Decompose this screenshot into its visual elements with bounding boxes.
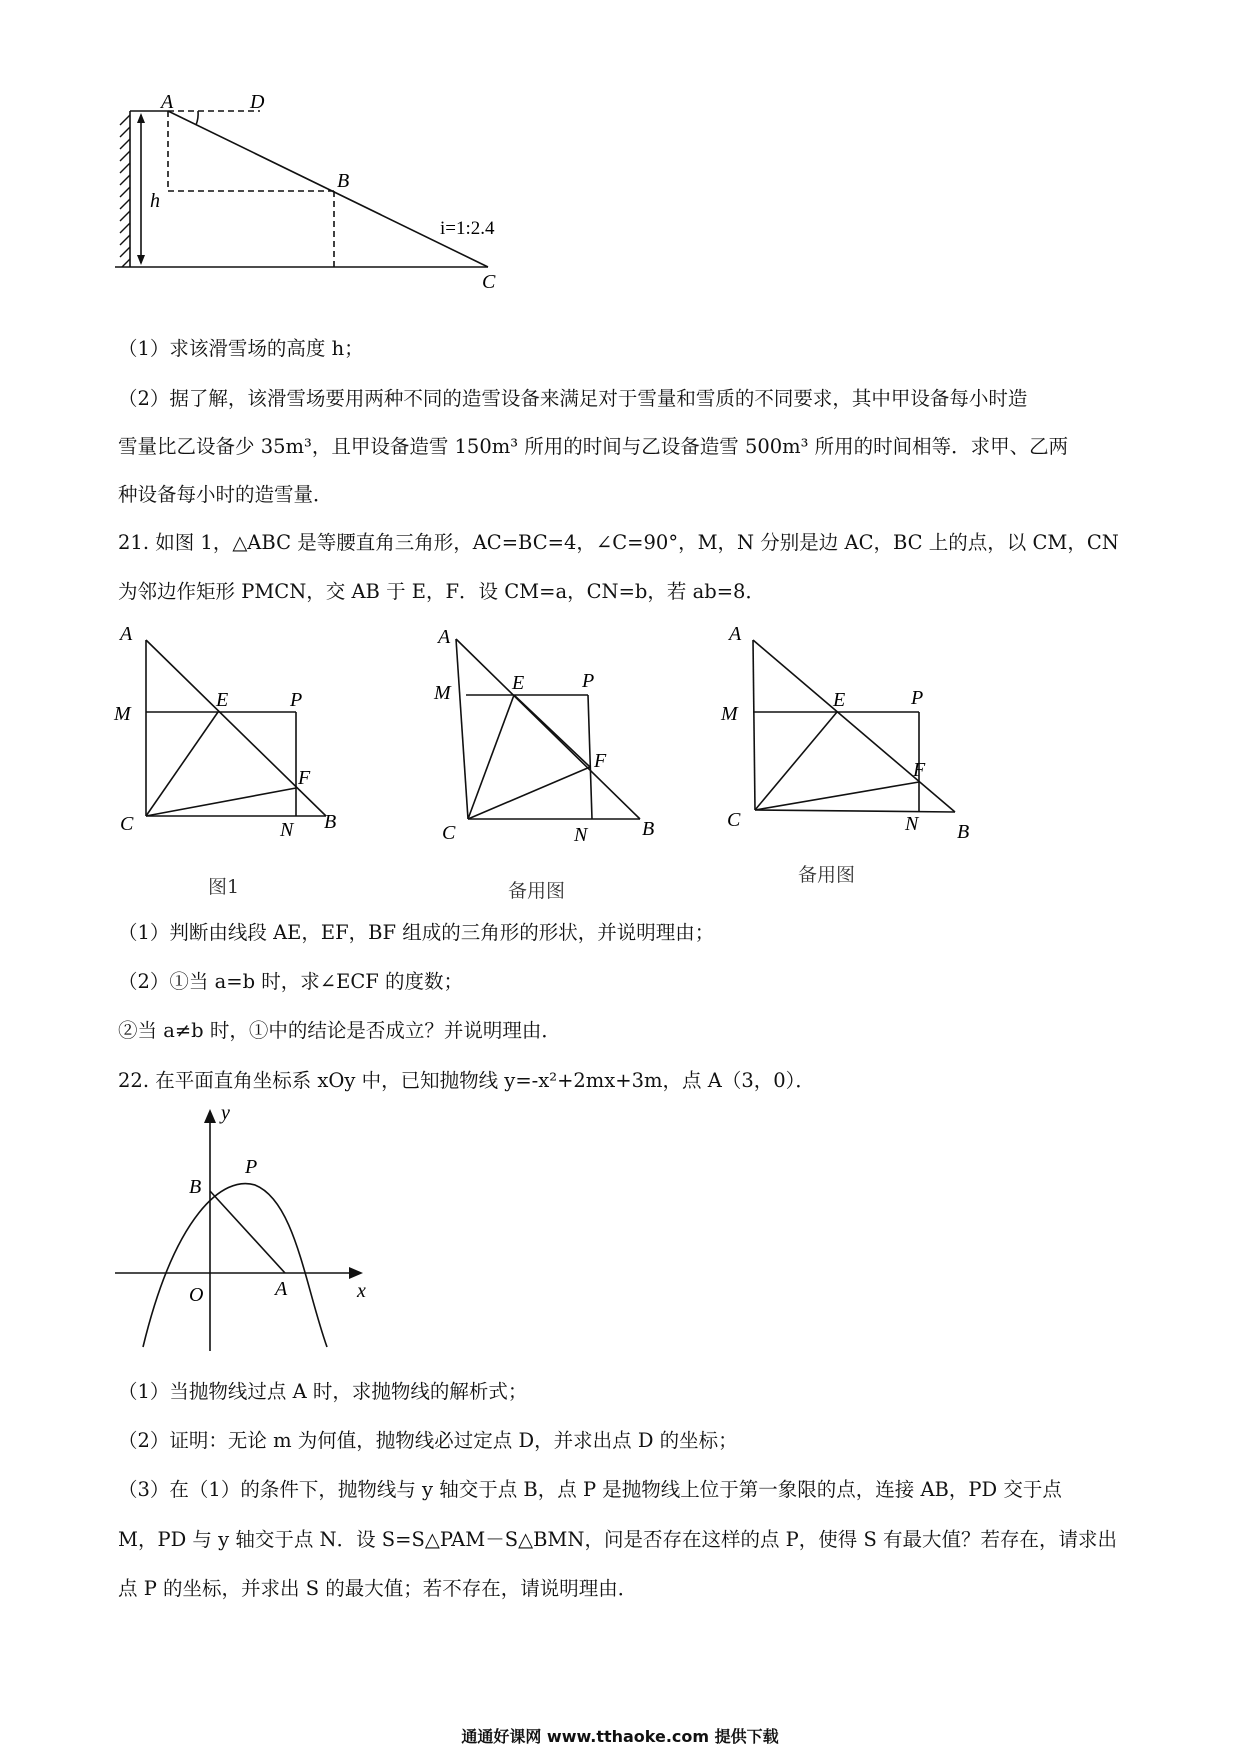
label-C: C <box>120 813 134 835</box>
q22-part3-line2: M，PD 与 y 轴交于点 N．设 S=S△PAM－S△BMN，问是否存在这样的点 P，使得 S 有最大值？若存在，请求出 <box>118 1528 1118 1551</box>
q21-figure-1 <box>110 620 370 860</box>
label-C: C <box>482 271 496 293</box>
label-F: F <box>298 767 311 789</box>
label-P: P <box>290 689 303 711</box>
label-E: E <box>512 672 525 694</box>
label-B: B <box>189 1176 202 1198</box>
q21-part1: （1）判断由线段 AE，EF，BF 组成的三角形的形状，并说明理由； <box>118 921 715 944</box>
q22-part3-line1: （3）在（1）的条件下，抛物线与 y 轴交于点 B，点 P 是抛物线上位于第一象限的点，连接 AB，PD 交于点 <box>118 1478 1062 1501</box>
q22-part2: （2）证明：无论 m 为何值，抛物线必过定点 D，并求出点 D 的坐标； <box>118 1429 738 1452</box>
q20-part2-line3: 种设备每小时的造雪量． <box>118 483 333 506</box>
label-x: x <box>357 1280 366 1302</box>
label-A: A <box>729 623 742 645</box>
q21-figure-3 <box>715 620 985 850</box>
label-F: F <box>913 759 926 781</box>
label-A: A <box>275 1278 288 1300</box>
label-F: F <box>594 750 607 772</box>
q22-parabola-figure <box>105 1105 385 1365</box>
label-N: N <box>574 824 588 846</box>
label-O: O <box>189 1284 204 1306</box>
label-D: D <box>250 95 265 113</box>
label-B: B <box>324 811 337 833</box>
label-E: E <box>216 689 229 711</box>
label-N: N <box>905 813 919 835</box>
label-A: A <box>120 623 133 645</box>
label-E: E <box>833 689 846 711</box>
label-C: C <box>727 809 741 831</box>
label-y: y <box>221 1105 230 1124</box>
slope-line <box>168 111 488 267</box>
label-M: M <box>434 682 451 704</box>
q22-part3-line3: 点 P 的坐标，并求出 S 的最大值；若不存在，请说明理由． <box>118 1577 638 1600</box>
caption-figure-1: 图1 <box>208 876 240 898</box>
q21-part2-1: （2）①当 a=b 时，求∠ECF 的度数； <box>118 970 463 993</box>
q20-part1: （1）求该滑雪场的高度 h； <box>118 337 364 360</box>
q22-part1: （1）当抛物线过点 A 时，求抛物线的解析式； <box>118 1380 528 1403</box>
label-M: M <box>721 703 738 725</box>
label-B: B <box>642 818 655 840</box>
label-A: A <box>438 626 451 648</box>
footer-source: 通通好课网 www.tthaoke.com 提供下载 <box>461 1727 779 1746</box>
caption-backup-figure-2: 备用图 <box>798 864 856 886</box>
label-N: N <box>280 819 294 841</box>
q21-stem-line1: 21. 如图 1，△ABC 是等腰直角三角形，AC=BC=4，∠C=90°，M，N 分别是边 AC，BC 上的点，以 CM，CN <box>118 531 1119 554</box>
parabola-curve <box>143 1184 327 1347</box>
segment-BA <box>210 1191 285 1273</box>
label-B: B <box>337 170 350 192</box>
label-h: h <box>150 190 160 212</box>
q21-part2-2: ②当 a≠b 时，①中的结论是否成立？并说明理由． <box>118 1019 561 1042</box>
label-P: P <box>245 1156 258 1178</box>
q20-part2-line2: 雪量比乙设备少 35m³，且甲设备造雪 150m³ 所用的时间与乙设备造雪 500m³ 所用的时间相等．求甲、乙两 <box>118 435 1069 458</box>
label-P: P <box>911 687 924 709</box>
label-C: C <box>442 822 456 844</box>
q20-part2-line1: （2）据了解，该滑雪场要用两种不同的造雪设备来满足对于雪量和雪质的不同要求，其中甲设备每小时造 <box>118 387 1028 410</box>
label-P: P <box>582 670 595 692</box>
slope-ratio: i=1:2.4 <box>440 218 495 239</box>
q21-figure-2 <box>420 625 680 855</box>
label-M: M <box>114 703 131 725</box>
label-B: B <box>957 821 970 843</box>
label-A: A <box>161 95 174 113</box>
q22-stem: 22. 在平面直角坐标系 xOy 中，已知抛物线 y=-x²+2mx+3m，点 A（3，0）． <box>118 1069 815 1092</box>
caption-backup-figure-1: 备用图 <box>508 880 566 902</box>
q21-stem-line2: 为邻边作矩形 PMCN，交 AB 于 E，F．设 CM=a，CN=b，若 ab=8． <box>118 580 765 603</box>
ski-slope-figure <box>110 95 580 325</box>
